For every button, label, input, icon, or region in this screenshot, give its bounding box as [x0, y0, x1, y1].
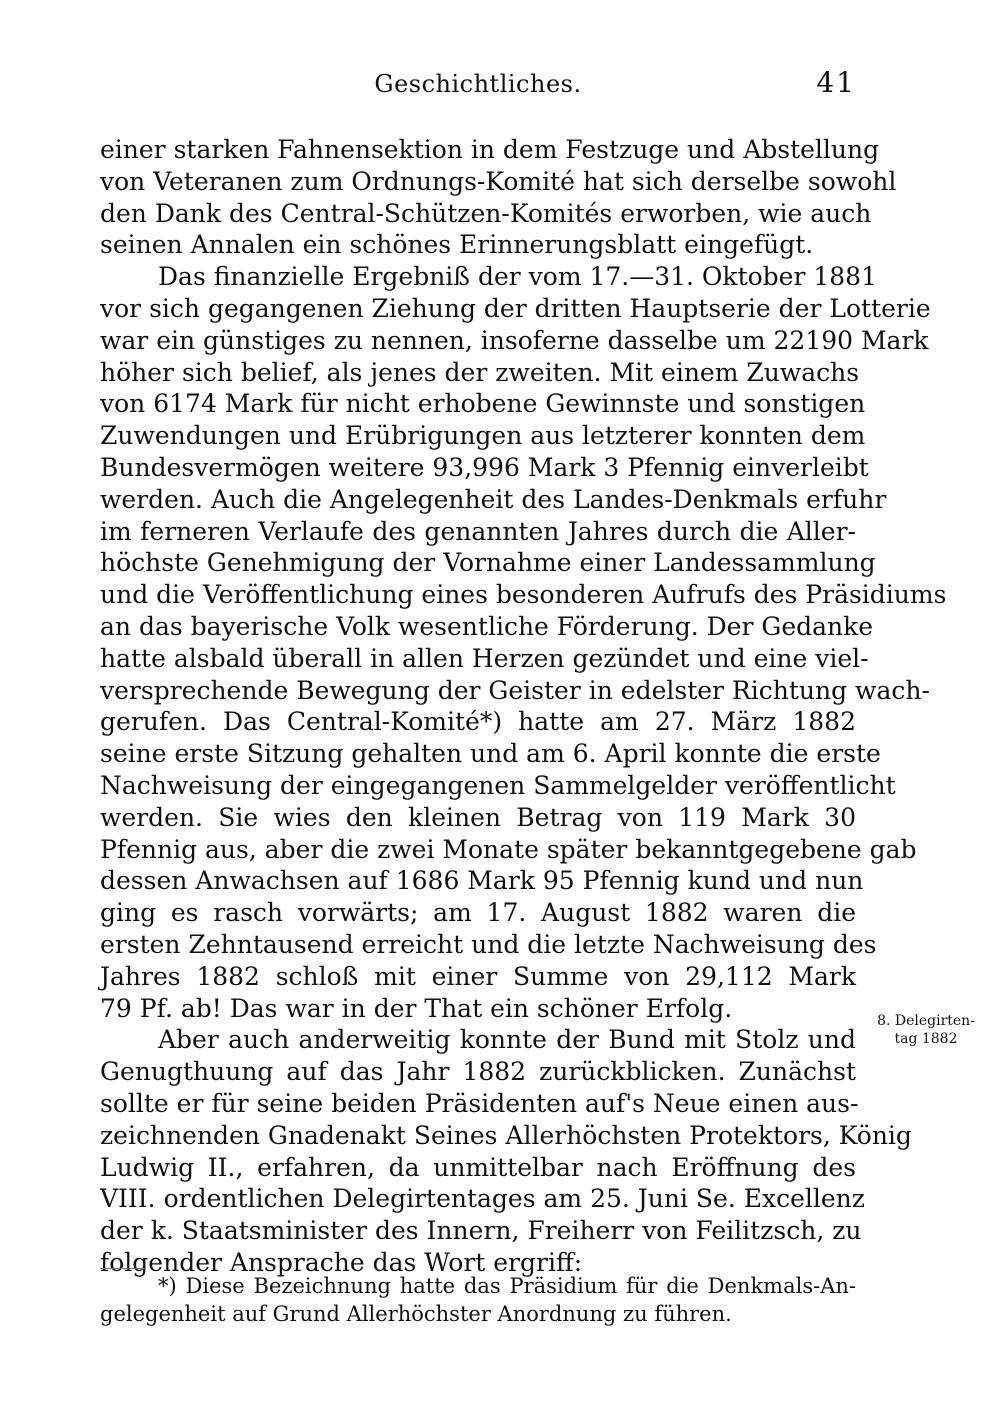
text-line: Ludwig II., erfahren, da unmittelbar nach Eröffnung des: [100, 1152, 856, 1182]
text-line: werden. Auch die Angelegenheit des Landes-Denkmals erfuhr: [100, 484, 887, 514]
text-line: seine erste Sitzung gehalten und am 6. April konnte die erste: [100, 739, 881, 769]
page-header: [100, 66, 856, 106]
text-line: der k. Staatsminister des Innern, Freiherr von Feilitzsch, zu: [100, 1216, 862, 1246]
text-line: werden. Sie wies den kleinen Betrag von 119 Mark 30: [100, 802, 856, 832]
paragraph-start-line: Aber auch anderweitig konnte der Bund mit Stolz und: [158, 1025, 856, 1055]
text-line: Bundesvermögen weitere 93,996 Mark 3 Pfennig einverleibt: [100, 452, 869, 482]
text-line: von Veteranen zum Ordnungs-Komité hat sich derselbe sowohl: [100, 166, 897, 196]
text-line: einer starken Fahnensektion in dem Festzuge und Abstellung: [100, 135, 880, 164]
text-line: zeichnenden Gnadenakt Seines Allerhöchsten Protektors, König: [100, 1120, 912, 1150]
text-line: sollte er für seine beiden Präsidenten auf's Neue einen aus-: [100, 1088, 859, 1118]
text-line: vor sich gegangenen Ziehung der dritten Hauptserie der Lotterie: [100, 293, 931, 323]
text-line: Jahres 1882 schloß mit einer Summe von 29,112 Mark: [100, 961, 856, 991]
margin-note-line: tag 1882: [894, 1031, 958, 1047]
text-line: VIII. ordentlichen Delegirtentages am 25. Juni Se. Excellenz: [100, 1184, 865, 1214]
footnote-rule: [100, 1268, 146, 1269]
text-line: dessen Anwachsen auf 1686 Mark 95 Pfennig kund und nun: [100, 866, 864, 896]
text-line: und die Veröffentlichung eines besonderen Aufrufs des Präsidiums: [100, 580, 947, 610]
text-line: hatte alsbald überall in allen Herzen gezündet und eine viel-: [100, 643, 869, 673]
paragraph-start-line: Das finanzielle Ergebniß der vom 17.—31. Oktober 1881: [158, 262, 877, 292]
text-line: Pfennig aus, aber die zwei Monate später bekanntgegebene gab: [100, 834, 917, 864]
text-line: den Dank des Central-Schützen-Komités erworben, wie auch: [100, 198, 872, 228]
margin-note: [866, 1012, 986, 1048]
text-line: höchste Genehmigung der Vornahme einer Landessammlung: [100, 548, 876, 578]
footnote-line: gelegenheit auf Grund Allerhöchster Anordnung zu führen.: [100, 1302, 732, 1326]
text-line: höher sich belief, als jenes der zweiten. Mit einem Zuwachs: [100, 357, 860, 387]
text-line: Nachweisung der eingegangenen Sammelgelder veröffentlicht: [100, 770, 896, 800]
margin-note-line: 8. Delegirten-: [877, 1013, 975, 1029]
page-number: 41: [816, 66, 856, 99]
text-line: folgender Ansprache das Wort ergriff:: [100, 1247, 583, 1277]
text-line: Genugthuung auf das Jahr 1882 zurückblicken. Zunächst: [100, 1057, 856, 1087]
text-line: 79 Pf. ab! Das war in der That ein schöner Erfolg.: [100, 993, 733, 1023]
text-line: ging es rasch vorwärts; am 17. August 1882 waren die: [100, 898, 856, 928]
running-head: Geschichtliches.: [374, 70, 582, 98]
text-line: war ein günstiges zu nennen, insoferne dasselbe um 22190 Mark: [100, 325, 929, 355]
text-line: versprechende Bewegung der Geister in edelster Richtung wach-: [100, 675, 930, 705]
text-line: seinen Annalen ein schönes Erinnerungsblatt eingefügt.: [100, 230, 814, 260]
text-line: an das bayerische Volk wesentliche Förderung. Der Gedanke: [100, 611, 874, 641]
text-line: ersten Zehntausend erreicht und die letzte Nachweisung des: [100, 929, 877, 959]
footnote: [100, 1272, 856, 1328]
text-line: gerufen. Das Central-Komité*) hatte am 27. März 1882: [100, 707, 856, 737]
text-line: im ferneren Verlaufe des genannten Jahres durch die Aller-: [100, 516, 856, 546]
text-line: von 6174 Mark für nicht erhobene Gewinnste und sonstigen: [100, 389, 866, 419]
footnote-line: *) Diese Bezeichnung hatte das Präsidium für die Denkmals-An-: [158, 1274, 856, 1298]
text-line: Zuwendungen und Erübrigungen aus letzterer konnten dem: [100, 421, 866, 451]
